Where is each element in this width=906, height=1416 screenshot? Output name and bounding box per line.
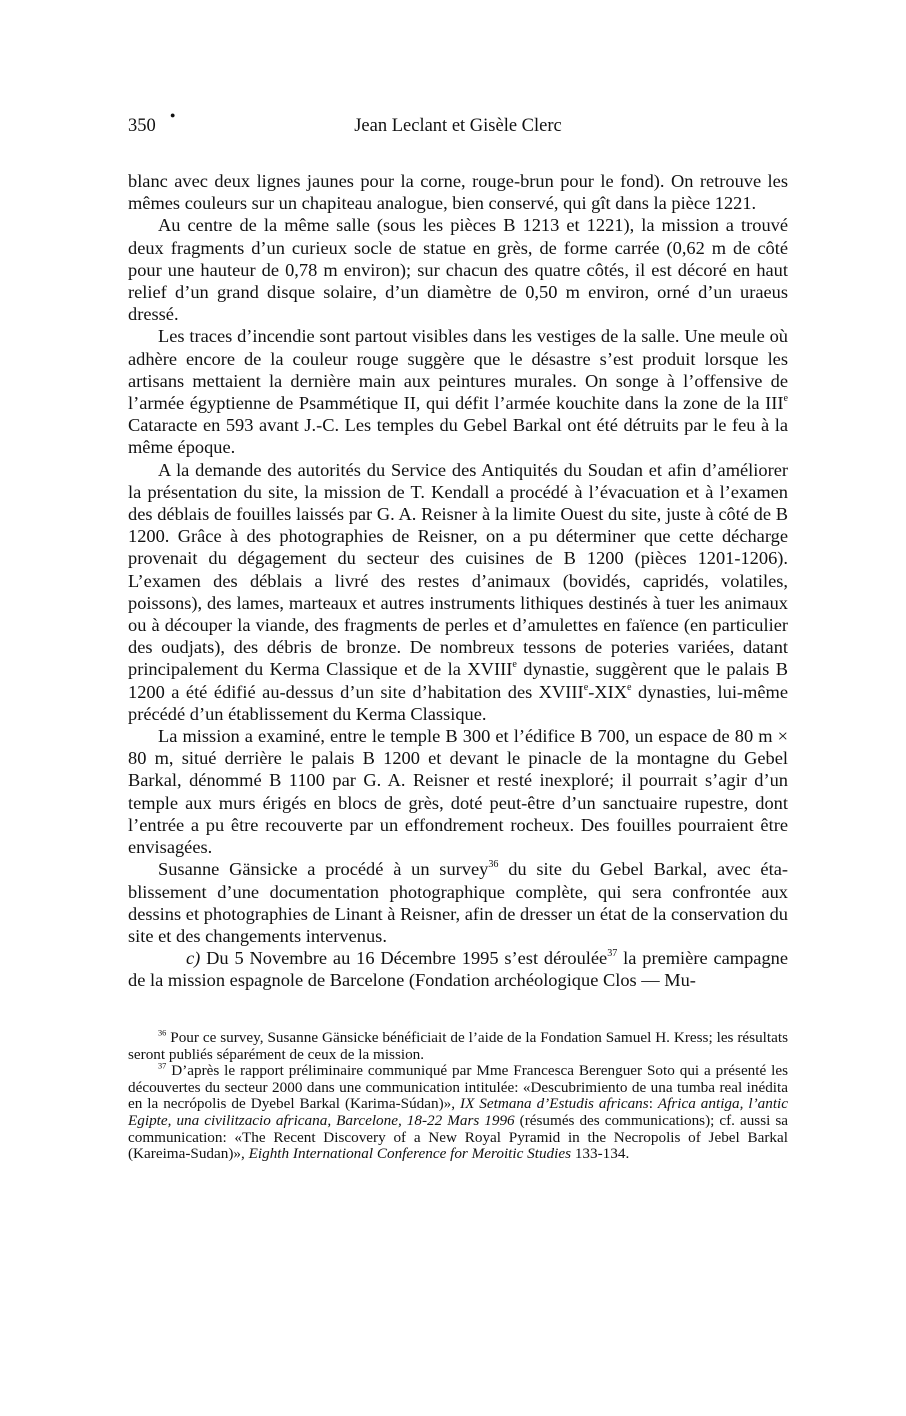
paragraph-3 [128,325,788,458]
paragraph-2: Au centre de la même salle (sous les pièces B 1213 et 1221), la mission a trouvé deux fragments d’un curieux socle de statue en grès, de forme carrée (0,62 m de côté pour une hauteur de 0,78 m environ); sur chacun des quatre côtés, il est décoré en haut relief d’un grand disque solaire, d’un diamètre de 0,50 m environ, orné d’un uraeus dressé. [128,215,788,325]
footnote-ref-37[interactable]: 37 [607,948,618,960]
text-run: Du 5 Novembre au 16 Décembre 1995 s’est déroulée [200,948,608,969]
paragraph-1: blanc avec deux lignes jaunes pour la corne, rouge-brun pour le fond). On retrouve les mêmes couleurs sur un chapiteau analogue, bien conservé, qui gît dans la pièce 1221. [128,171,788,214]
footnote-37 [128,1063,788,1163]
superscript: e [783,392,788,404]
text-run: la première campagne de la mission espagnole de Barcelone (Fondation archéologique Clos — Mu- [128,948,788,991]
page-header [128,110,788,144]
footnote-italic: Africa antiga, l’antic Egipte, una civilitzacio africana, Barcelone, 18-22 Mars 1996 [128,1095,789,1129]
paragraph-5: La mission a examiné, entre le temple B 300 et l’édifice B 700, un espace de 80 m × 80 m, situé derrière le palais B 1200 et devant le pinacle de la montagne du Gebel Barkal, dénommé B 1100 par G. A. Reisner et resté inexploré; il pourrait s’agir d’un temple aux murs érigés en blocs de grès, doté peut-être d’un sanctuaire rupestre, dont l’entrée a pu être recouverte par un effondrement rocheux. Des fouilles pourraient être envisagées. [128,726,788,858]
footnote-36 [128,1030,788,1063]
superscript: e [583,681,589,693]
text-run: dynasties, lui-même précédé d’un établissement du Kerma Classique. [128,681,788,724]
footnote-ref-36[interactable]: 36 [488,859,499,871]
superscript: e [627,681,632,693]
footnote-number: 37 [158,1061,167,1071]
paragraph-7 [128,947,788,991]
page-number: 350 [128,116,156,136]
footnote-number: 36 [158,1028,167,1038]
text-run: dynastie, suggèrent que le palais B 1200 a été édifié au-dessus d’un site d’habitation des XVIII [128,659,788,702]
text-run: -XIX [588,681,627,702]
footnote-italic: IX Setmana d’Estudis africans [460,1095,649,1113]
text-run: Les traces d’incendie sont partout visibles dans les vestiges de la salle. Une meule où adhère encore de la couleur rouge suggère que le désastre s’est produit lorsque les artisans mettaient la dernière main aux peintures murales. On songe à l’offensive de l’armée égyptienne de Psammétique II, qui défit l’armée kouchite dans la zone de la III [128,326,788,414]
main-text [128,170,788,992]
list-label: c) [186,948,201,969]
text-run: A la demande des autorités du Service des Antiquités du Soudan et afin d’améliorer la présentation du site, la mission de T. Kendall a procédé à l’évacuation et à l’examen des déblais de fouilles laissés par G. A. Reisner à la limite Ouest du site, juste à côté de B 1200. Grâce à des photographies de Reisner, on a pu déterminer que cette décharge provenait du dégagement du secteur des cuisines de B 1200 (pièces 1201-1206). L’examen des déblais a livré des restes d’animaux (bovidés, capridés, volatiles, poissons), des lames, marteaux et autres instruments lithiques destinés à tuer les animaux ou à découper la viande, des fragments de perles et d’amulettes en faïence (en particulier des oudjats), des débris de bronze. De nombreux tessons de poteries variées, datant principalement du Kerma Classique et de la XVIII [128,459,788,680]
text-run: du site du Gebel Barkal, avec établissement d’une documentation photographique complète, qui sera confrontée aux dessins et photographies de Linant à Reisner, afin de dresser un état de la conservation du site et des changements intervenus. [128,859,788,946]
running-title: Jean Leclant et Gisèle Clerc [354,116,562,136]
text-run: Susanne Gänsicke a procédé à un survey [158,859,489,880]
paragraph-6 [128,858,788,947]
footnote-text: 133-134. [571,1145,630,1163]
footnote-text: D’après le rapport préliminaire communiqué par Mme Francesca Berenguer Soto qui a présenté les découvertes du secteur 2000 dans une communication intitulée: «Descubrimiento de una tumba real inédita en la necrópolis de Dyebel Barkal (Karima-Súdan)», [128,1062,788,1113]
text-run: Cataracte en 593 avant J.-C. Les temples du Gebel Barkal ont été détruits par le feu à la même époque. [128,415,788,458]
footnote-text: Pour ce survey, Susanne Gänsicke bénéficiait de l’aide de la Fondation Samuel H. Kress; les résultats seront publiés séparément de ceux de la mission. [128,1029,788,1063]
paragraph-4 [128,459,788,725]
footnote-text: (résumés des communications); cf. aussi sa communication: «The Recent Discovery of a New Royal Pyramid in the Necropolis of Jebel Barkal (Kareima-Sudan)», [128,1111,788,1163]
header-mark: ● [170,110,176,120]
footnote-italic: Eighth International Conference for Meroitic Studies [248,1145,572,1163]
superscript: e [512,659,517,671]
footnote-text: : [648,1095,658,1113]
footnotes [128,1030,788,1163]
